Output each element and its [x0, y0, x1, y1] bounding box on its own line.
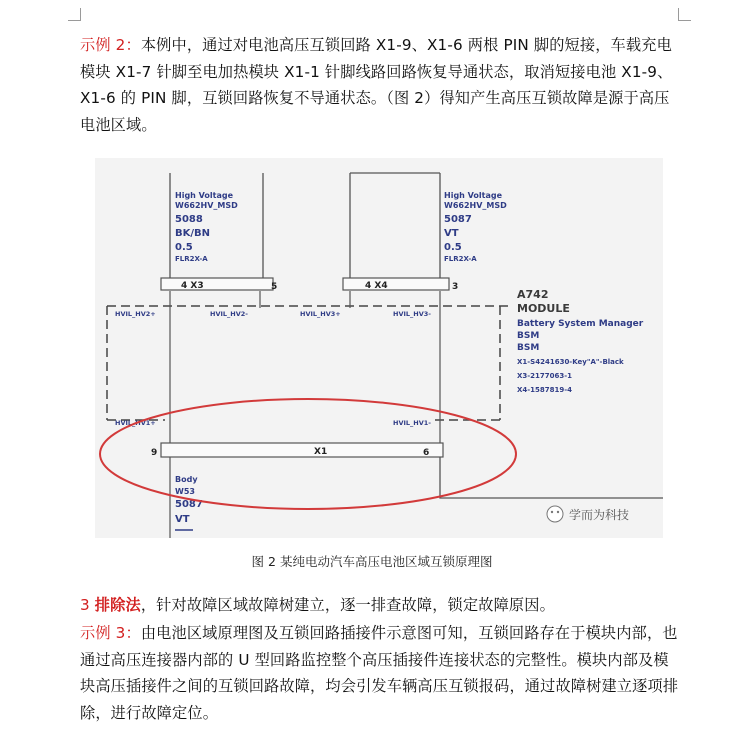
module-line: X1-S4241630-Key"A"-Black — [517, 358, 624, 366]
module-line: Battery System Manager — [517, 319, 644, 329]
body-wire-line: Body — [175, 475, 198, 484]
left-connector-pin: 4 X3 — [181, 281, 204, 291]
right-connector-line: W662HV_MSD — [444, 201, 507, 210]
watermark-text: 学而为科技 — [569, 508, 630, 522]
module-line: A742 — [517, 288, 549, 301]
left-connector-line: BK/BN — [175, 228, 211, 239]
hvil-label: HVIL_HV1+ — [115, 419, 156, 427]
left-connector-line: W662HV_MSD — [175, 201, 238, 210]
right-connector-line: 0.5 — [444, 242, 462, 253]
module-line: MODULE — [517, 302, 570, 315]
x1-connector-name: X1 — [314, 447, 328, 457]
paragraph-example-2 — [80, 32, 680, 138]
x1-pin-left: 9 — [151, 448, 158, 458]
module-line: X3-2177063-1 — [517, 372, 573, 380]
page-corner-mark-right — [678, 8, 691, 21]
left-connector-line: 0.5 — [175, 242, 193, 253]
schematic-diagram — [95, 158, 663, 538]
hvil-label: HVIL_HV2- — [210, 310, 248, 318]
right-connector-line: 5087 — [444, 214, 472, 225]
example-3-text: 由电池区域原理图及互锁回路插接件示意图可知，互锁回路存在于模块内部，也通过高压连接器内部的 U 型回路监控整个高压插接件连接状态的完整性。模块内部及模块高压插接件之间的互锁回路故障，均会引发车辆高压互锁报码，通过故障树建立逐项排除，进行故障定位。 — [80, 624, 679, 722]
watermark — [547, 506, 629, 522]
figure-schematic — [95, 158, 663, 538]
hvil-label: HVIL_HV3- — [393, 310, 431, 318]
figure-caption: 图 2 某纯电动汽车高压电池区域互锁原理图 — [251, 554, 493, 569]
hvil-label: HVIL_HV3+ — [300, 310, 341, 318]
method-title: 排除法 — [94, 596, 141, 614]
method-number: 3 — [80, 596, 95, 614]
x1-pin-right: 6 — [423, 448, 430, 458]
body-wire-line: W53 — [175, 487, 195, 496]
hvil-label: HVIL_HV1- — [393, 419, 431, 427]
module-line: X4-1587819-4 — [517, 386, 573, 394]
left-connector-line: High Voltage — [175, 191, 234, 200]
right-connector-pin-number: 3 — [452, 282, 459, 292]
paragraph-method-3 — [80, 592, 680, 619]
method-text: ，针对故障区域故障树建立，逐一排查故障，锁定故障原因。 — [140, 596, 555, 614]
right-connector-line: FLR2X-A — [444, 255, 477, 263]
right-connector-pin: 4 X4 — [365, 281, 388, 291]
example-3-label: 示例 3： — [80, 624, 141, 642]
body-wire-line: 5087 — [175, 499, 203, 510]
body-wire-line: VT — [175, 514, 190, 525]
left-connector-line: 5088 — [175, 214, 203, 225]
module-line: BSM — [517, 331, 540, 341]
module-line: BSM — [517, 343, 540, 353]
page-corner-mark-left — [68, 8, 81, 21]
left-connector-pin-number: 5 — [271, 282, 278, 292]
watermark-logo-icon — [547, 506, 563, 522]
paragraph-example-3 — [80, 620, 680, 726]
right-connector-line: VT — [444, 228, 459, 239]
hvil-label: HVIL_HV2+ — [115, 310, 156, 318]
example-2-label: 示例 2： — [80, 36, 141, 54]
example-2-text: 本例中，通过对电池高压互锁回路 X1-9、X1-6 两根 PIN 脚的短接，车载充电模块 X1-7 针脚至电加热模块 X1-1 针脚线路回路恢复导通状态，取消短接电池 X1-9、X1-6 的 PIN 脚，互锁回路恢复不导通状态。（图 2）得知产生高压互锁故障是源于高压电池区域。 — [80, 36, 673, 134]
left-connector-line: FLR2X-A — [175, 255, 208, 263]
right-connector-line: High Voltage — [444, 191, 503, 200]
